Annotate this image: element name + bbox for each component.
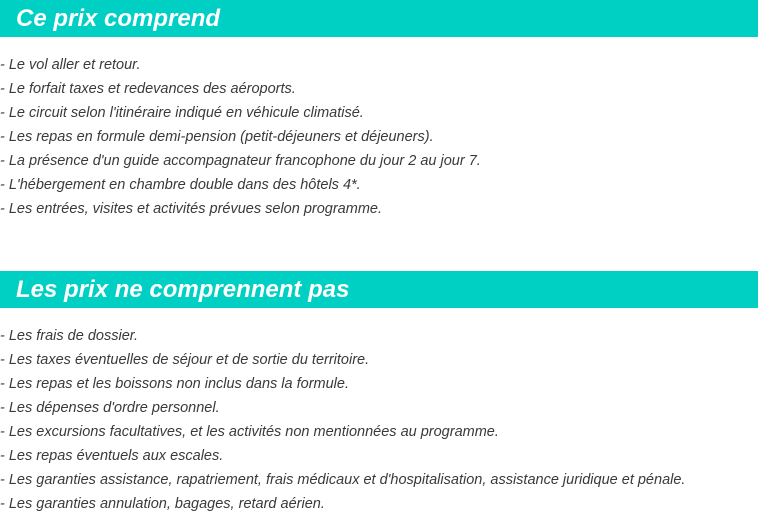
excluded-items-list (0, 324, 685, 516)
excluded-item: - Les repas éventuels aux escales. (0, 448, 224, 464)
included-item: - Le circuit selon l'itinéraire indiqué en véhicule climatisé. (0, 105, 364, 121)
excluded-section-title: Les prix ne comprennent pas (0, 271, 758, 308)
excluded-item: - Les frais de dossier. (0, 328, 139, 344)
excluded-item: - Les garanties assistance, rapatriement, frais médicaux et d'hospitalisation, assistance juridique et pénale. (0, 472, 686, 488)
included-item: - La présence d'un guide accompagnateur francophone du jour 2 au jour 7. (0, 153, 481, 169)
excluded-item: - Les excursions facultatives, et les activités non mentionnées au programme. (0, 424, 499, 440)
included-item: - Les repas en formule demi-pension (petit-déjeuners et déjeuners). (0, 129, 434, 145)
included-items-list (0, 53, 481, 221)
included-item: - Les entrées, visites et activités prévues selon programme. (0, 201, 382, 217)
included-section-title: Ce prix comprend (0, 0, 758, 37)
excluded-item: - Les taxes éventuelles de séjour et de sortie du territoire. (0, 352, 370, 368)
included-item: - Le forfait taxes et redevances des aéroports. (0, 81, 296, 97)
excluded-item: - Les dépenses d'ordre personnel. (0, 400, 220, 416)
excluded-item: - Les repas et les boissons non inclus dans la formule. (0, 376, 349, 392)
included-item: - Le vol aller et retour. (0, 57, 141, 73)
excluded-item: - Les garanties annulation, bagages, retard aérien. (0, 496, 325, 512)
included-item: - L'hébergement en chambre double dans des hôtels 4*. (0, 177, 361, 193)
